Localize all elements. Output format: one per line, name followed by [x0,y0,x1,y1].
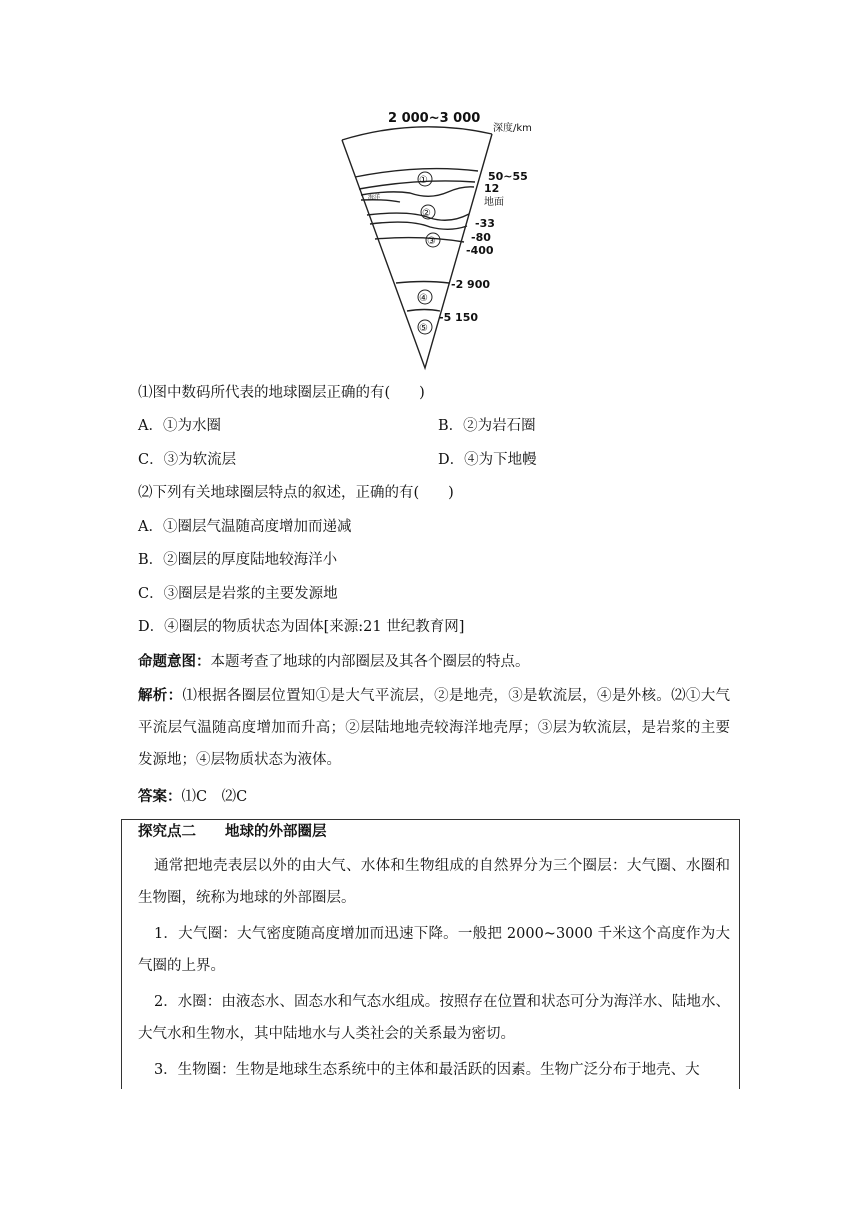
answer-text: ⑴C ⑵C [181,789,248,805]
question-2-stem: ⑵下列有关地球圈层特点的叙述，正确的有( ) [138,485,454,501]
q1-option-b: B．②为岩石圈 [438,418,536,434]
answer-line [138,787,247,807]
q2-option-d: D．④圈层的物质状态为固体[来源:21 世纪教育网] [138,619,465,635]
depth-label: -5 150 [439,311,479,324]
q2-option-a: A．①圈层气温随高度增加而递减 [138,519,352,535]
q1-option-d: D．④为下地幔 [438,452,537,468]
ocean-label: 海洋 [368,194,381,201]
q1-option-a: A．①为水圈 [138,418,221,434]
analysis-text: ⑴根据各圈层位置知①是大气平流层，②是地壳，③是软流层，④是外核。⑵①大气平流层气温随高度增加而升高；②层陆地地壳较海洋地壳厚；③层为软流层，是岩浆的主要发源地；④层物质状态为液体。 [138,688,731,768]
q1-option-c: C．③为软流层 [138,452,237,468]
layer-label: ④ [419,293,428,304]
box-paragraph: 3．生物圈：生物是地球生态系统中的主体和最活跃的因素。生物广泛分布于地壳、大 [153,1062,700,1078]
box-paragraph: 2．水圈：由液态水、固态水和气态水组成。按照存在位置和状态可分为海洋水、陆地水、大气水和生物水，其中陆地水与人类社会的关系最为密切。 [138,994,730,1042]
analysis-paragraph [138,680,730,776]
layer-label: ② [422,208,431,219]
q2-option-b: B．②圈层的厚度陆地较海洋小 [138,552,338,568]
layer-label: ③ [427,236,436,247]
earth-layers-diagram [330,100,560,375]
section-title: 探究点二 地球的外部圈层 [138,824,327,840]
answer-label: 答案： [138,789,182,805]
depth-label: -80 [471,231,491,244]
depth-label: -2 900 [451,278,491,291]
intent-label: 命题意图： [138,654,211,670]
depth-label: 12 [484,182,500,195]
box-paragraph: 1．大气圈：大气密度随高度增加而迅速下降。一般把 2000~3000 千米这个高度作为大气圈的上界。 [138,926,730,974]
diagram-top-label: 2 000~3 000 [388,111,481,126]
layer-label: ① [419,175,428,186]
info-box [121,819,740,1089]
box-paragraph: 通常把地壳表层以外的由大气、水体和生物组成的自然界分为三个圈层：大气圈、水圈和生物圈，统称为地球的外部圈层。 [138,858,730,906]
diagram-axis-label: 深度/km [493,123,532,134]
analysis-label: 解析： [138,688,183,704]
layer-label: ⑤ [419,323,428,334]
intent-line [138,652,530,672]
intent-text: 本题考查了地球的内部圈层及其各个圈层的特点。 [210,654,530,670]
depth-label: -33 [475,217,495,230]
depth-label: 50~55 [488,170,528,183]
depth-label: 地面 [484,197,504,208]
q2-option-c: C．③圈层是岩浆的主要发源地 [138,586,338,602]
question-1-stem: ⑴图中数码所代表的地球圈层正确的有( ) [138,385,425,401]
depth-label: -400 [466,244,494,257]
